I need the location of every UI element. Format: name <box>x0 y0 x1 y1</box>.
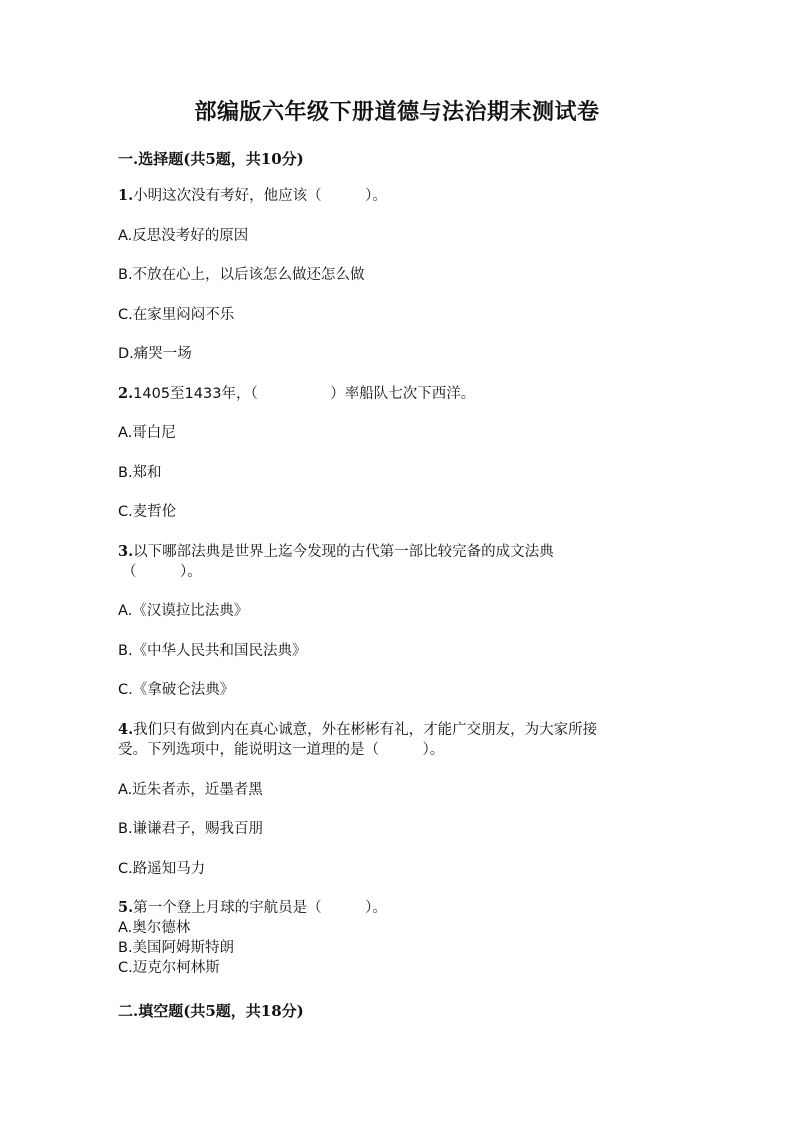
q4-option-a: A.近朱者赤，近墨者黑 <box>118 782 263 798</box>
question-number: 4. <box>118 721 134 738</box>
question-4 <box>118 720 597 740</box>
q2-option-b: B.郑和 <box>118 465 162 481</box>
q4-option-c: C.路遥知马力 <box>118 861 206 877</box>
q4-option-b: B.谦谦君子，赐我百朋 <box>118 821 264 837</box>
q1-option-b: B.不放在心上，以后该怎么做还怎么做 <box>118 267 365 283</box>
exam-title: 部编版六年级下册道德与法治期末测试卷 <box>194 99 600 125</box>
q5-option-c: C.迈克尔柯林斯 <box>118 960 220 976</box>
question-stem: 小明这次没有考好，他应该（ ）。 <box>133 188 387 204</box>
q3-option-c: C.《拿破仑法典》 <box>118 682 235 698</box>
question-3 <box>118 542 554 562</box>
q5-option-a: A.奥尔德林 <box>118 920 191 936</box>
question-stem: 1405至1433年，（ ）率船队七次下西洋。 <box>133 386 476 402</box>
q1-option-c: C.在家里闷闷不乐 <box>118 307 235 323</box>
question-number: 3. <box>118 543 134 560</box>
q3-option-b: B.《中华人民共和国民法典》 <box>118 643 307 659</box>
question-stem: 我们只有做到内在真心诚意，外在彬彬有礼，才能广交朋友，为大家所接 <box>133 722 598 738</box>
question-stem: 以下哪部法典是世界上迄今发现的古代第一部比较完备的成文法典 <box>133 544 554 560</box>
q1-option-d: D.痛哭一场 <box>118 346 192 362</box>
q5-option-b: B.美国阿姆斯特朗 <box>118 940 235 956</box>
question-stem: 第一个登上月球的宇航员是（ ）。 <box>133 900 387 916</box>
q2-option-a: A.哥白尼 <box>118 425 176 441</box>
question-2 <box>118 384 475 404</box>
question-4-stem-continued: 受。下列选项中，能说明这一道理的是（ ）。 <box>118 742 445 758</box>
question-number: 1. <box>118 187 134 204</box>
question-1 <box>118 186 387 206</box>
section-heading-choice: 一.选择题(共5题，共10分) <box>118 150 304 168</box>
question-3-stem-continued: （ ）。 <box>122 564 202 580</box>
question-5 <box>118 898 387 918</box>
q2-option-c: C.麦哲伦 <box>118 504 177 520</box>
section-heading-fill-in: 二.填空题(共5题，共18分) <box>118 1002 304 1020</box>
question-number: 2. <box>118 385 134 402</box>
question-number: 5. <box>118 899 134 916</box>
q1-option-a: A.反思没考好的原因 <box>118 228 249 244</box>
q3-option-a: A.《汉谟拉比法典》 <box>118 603 249 619</box>
